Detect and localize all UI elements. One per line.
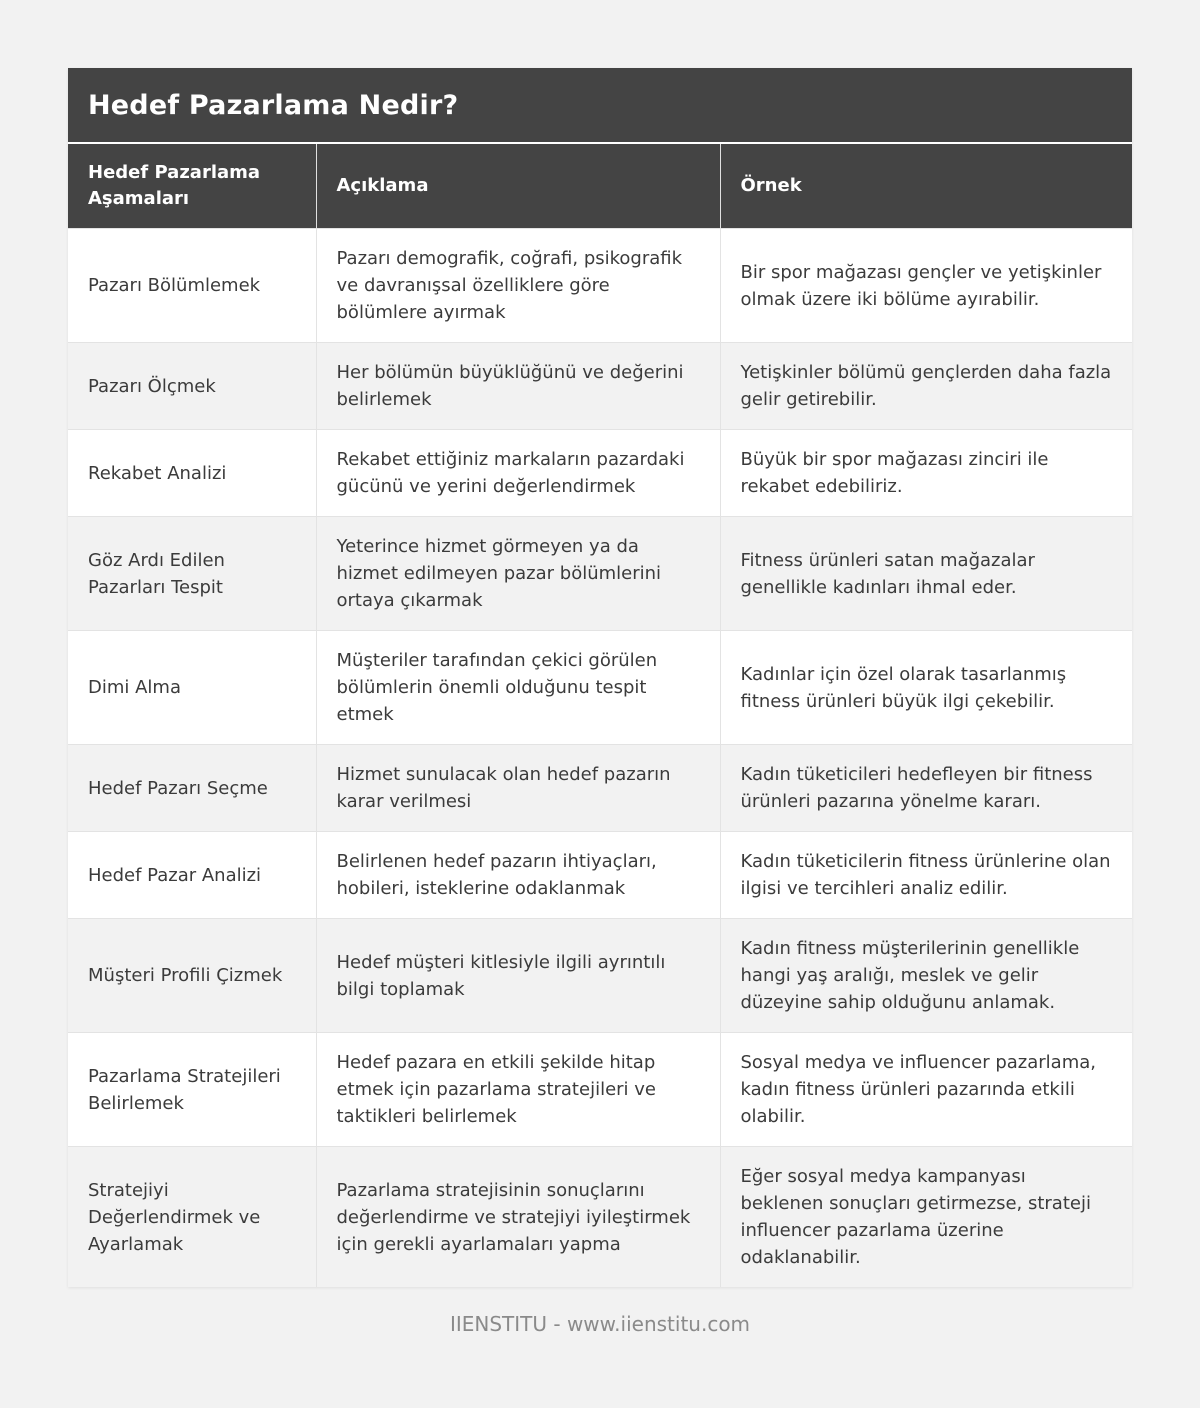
column-header-description: Açıklama	[316, 144, 720, 229]
cell-example: Kadın tüketicilerin fitness ürünlerine olan ilgisi ve tercihleri analiz edilir.	[720, 832, 1132, 919]
table-row	[68, 343, 1132, 430]
table-row	[68, 832, 1132, 919]
cell-stage: Stratejiyi Değerlendirmek ve Ayarlamak	[68, 1147, 316, 1288]
table-row	[68, 517, 1132, 631]
cell-example: Kadınlar için özel olarak tasarlanmış fitness ürünleri büyük ilgi çekebilir.	[720, 631, 1132, 745]
table-row	[68, 1147, 1132, 1288]
table-row	[68, 745, 1132, 832]
cell-description: Hizmet sunulacak olan hedef pazarın karar verilmesi	[316, 745, 720, 832]
cell-stage: Hedef Pazar Analizi	[68, 832, 316, 919]
cell-description: Rekabet ettiğiniz markaların pazardaki gücünü ve yerini değerlendirmek	[316, 430, 720, 517]
table-row	[68, 1033, 1132, 1147]
cell-stage: Pazarlama Stratejileri Belirlemek	[68, 1033, 316, 1147]
cell-stage: Müşteri Profili Çizmek	[68, 919, 316, 1033]
footer-credit: IIENSTITU - www.iienstitu.com	[449, 1312, 751, 1336]
cell-stage: Rekabet Analizi	[68, 430, 316, 517]
cell-example: Kadın tüketicileri hedefleyen bir fitness ürünleri pazarına yönelme kararı.	[720, 745, 1132, 832]
column-header-stage: Hedef Pazarlama Aşamaları	[68, 144, 316, 229]
cell-stage: Dimi Alma	[68, 631, 316, 745]
cell-example: Büyük bir spor mağazası zinciri ile rekabet edebiliriz.	[720, 430, 1132, 517]
cell-example: Kadın fitness müşterilerinin genellikle hangi yaş aralığı, meslek ve gelir düzeyine sahip olduğunu anlamak.	[720, 919, 1132, 1033]
cell-description: Müşteriler tarafından çekici görülen bölümlerin önemli olduğunu tespit etmek	[316, 631, 720, 745]
title-bar	[68, 68, 1132, 144]
cell-description: Hedef pazara en etkili şekilde hitap etmek için pazarlama stratejileri ve taktikleri belirlemek	[316, 1033, 720, 1147]
table-row	[68, 430, 1132, 517]
table-row	[68, 229, 1132, 343]
cell-stage: Göz Ardı Edilen Pazarları Tespit	[68, 517, 316, 631]
cell-description: Belirlenen hedef pazarın ihtiyaçları, hobileri, isteklerine odaklanmak	[316, 832, 720, 919]
table-row	[68, 919, 1132, 1033]
cell-stage: Pazarı Ölçmek	[68, 343, 316, 430]
cell-description: Hedef müşteri kitlesiyle ilgili ayrıntılı bilgi toplamak	[316, 919, 720, 1033]
cell-example: Sosyal medya ve influencer pazarlama, kadın fitness ürünleri pazarında etkili olabilir.	[720, 1033, 1132, 1147]
cell-stage: Hedef Pazarı Seçme	[68, 745, 316, 832]
cell-example: Bir spor mağazası gençler ve yetişkinler olmak üzere iki bölüme ayırabilir.	[720, 229, 1132, 343]
column-header-example: Örnek	[720, 144, 1132, 229]
table-row	[68, 631, 1132, 745]
stages-table	[68, 144, 1132, 1287]
cell-example: Eğer sosyal medya kampanyası beklenen sonuçları getirmezse, strateji influencer pazarlama üzerine odaklanabilir.	[720, 1147, 1132, 1288]
table-header-row	[68, 144, 1132, 229]
cell-example: Fitness ürünleri satan mağazalar genellikle kadınları ihmal eder.	[720, 517, 1132, 631]
cell-description: Her bölümün büyüklüğünü ve değerini belirlemek	[316, 343, 720, 430]
cell-description: Pazarı demografik, coğrafi, psikografik ve davranışsal özelliklere göre bölümlere ayırmak	[316, 229, 720, 343]
cell-description: Pazarlama stratejisinin sonuçlarını değerlendirme ve stratejiyi iyileştirmek için gerekli ayarlamaları yapma	[316, 1147, 720, 1288]
cell-description: Yeterince hizmet görmeyen ya da hizmet edilmeyen pazar bölümlerini ortaya çıkarmak	[316, 517, 720, 631]
page-title: Hedef Pazarlama Nedir?	[88, 89, 459, 121]
content-card	[68, 68, 1132, 1287]
cell-stage: Pazarı Bölümlemek	[68, 229, 316, 343]
cell-example: Yetişkinler bölümü gençlerden daha fazla gelir getirebilir.	[720, 343, 1132, 430]
